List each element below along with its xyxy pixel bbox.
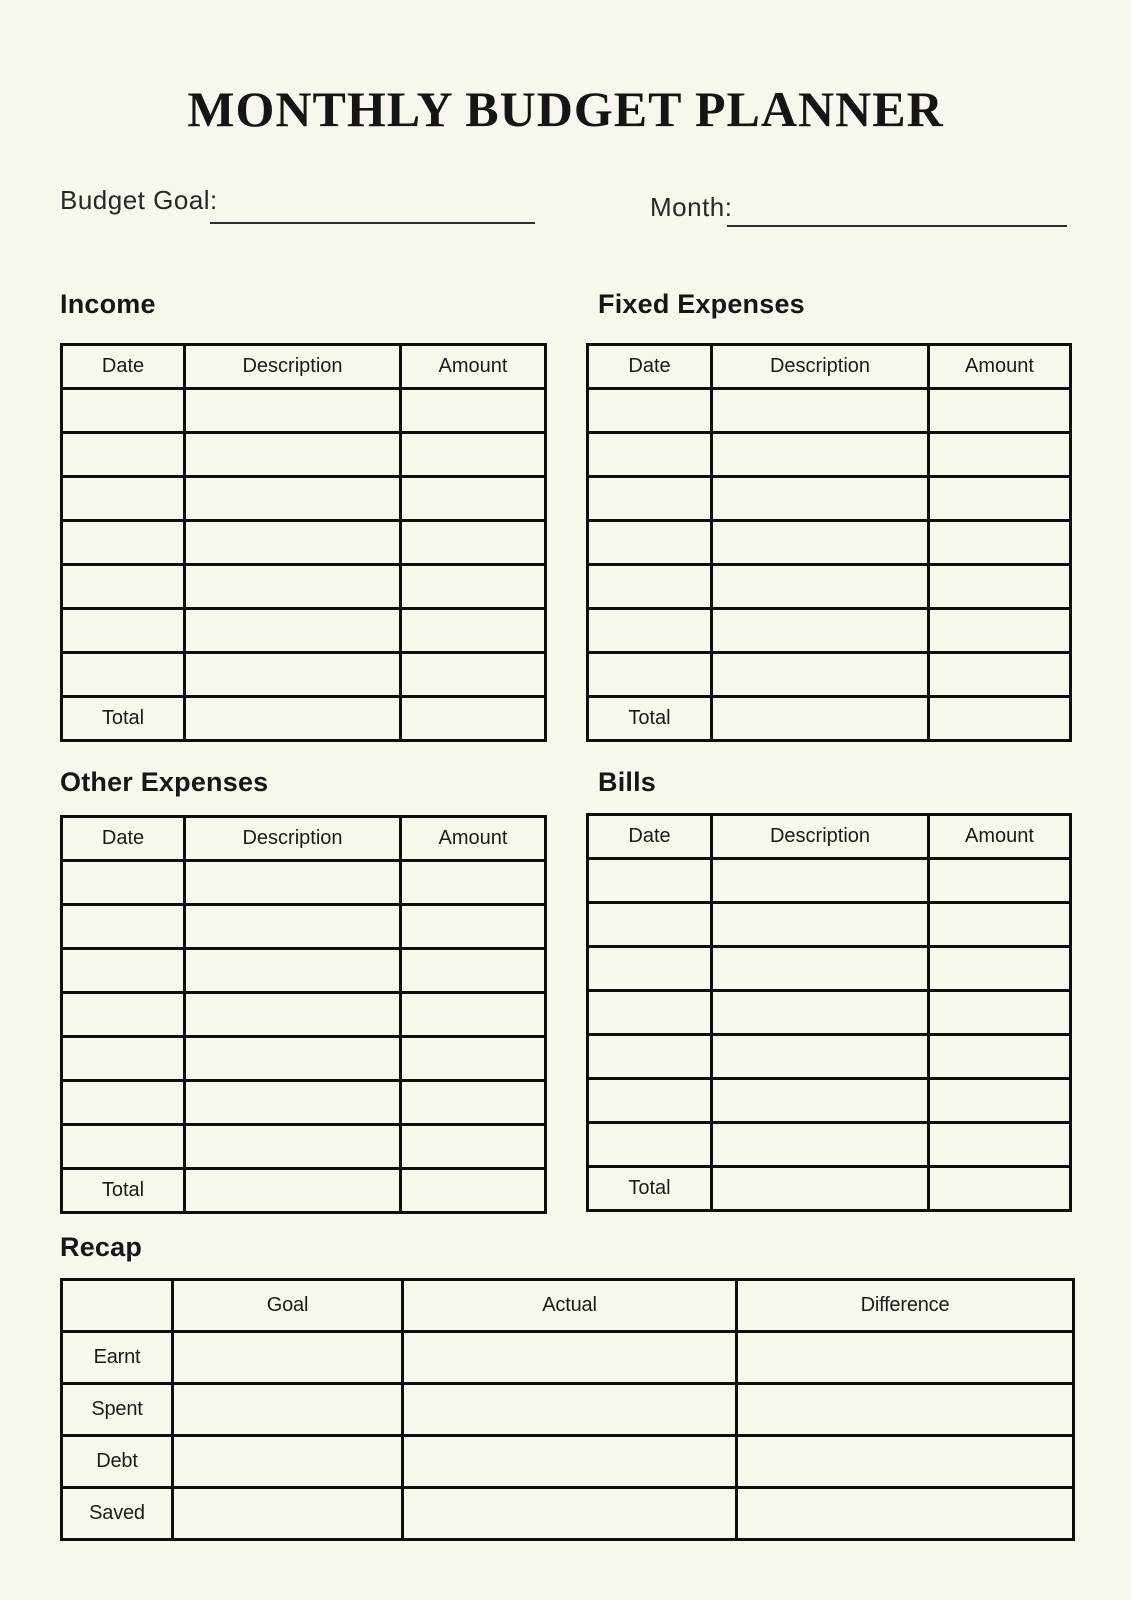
column-header-amount: Amount (929, 815, 1071, 859)
recap-actual-cell (403, 1332, 737, 1384)
total-description-cell (185, 697, 401, 741)
empty-cell (62, 653, 185, 697)
empty-cell (588, 991, 712, 1035)
table-row (588, 389, 1071, 433)
empty-cell (929, 1035, 1071, 1079)
empty-cell (588, 609, 712, 653)
header-row (588, 345, 1071, 389)
table-row (588, 1035, 1071, 1079)
empty-cell (712, 1123, 929, 1167)
month-label: Month: (650, 192, 733, 222)
empty-cell (62, 521, 185, 565)
empty-cell (62, 389, 185, 433)
recap-column-header-actual: Actual (403, 1280, 737, 1332)
table-row (62, 521, 546, 565)
empty-cell (929, 947, 1071, 991)
empty-cell (712, 653, 929, 697)
empty-cell (401, 477, 546, 521)
empty-cell (401, 609, 546, 653)
recap-difference-cell (737, 1488, 1074, 1540)
column-header-description: Description (185, 817, 401, 861)
recap-actual-cell (403, 1384, 737, 1436)
empty-cell (401, 1037, 546, 1081)
empty-cell (929, 565, 1071, 609)
empty-cell (712, 521, 929, 565)
recap-column-header-goal: Goal (173, 1280, 403, 1332)
empty-cell (62, 477, 185, 521)
total-description-cell (185, 1169, 401, 1213)
table-row (62, 389, 546, 433)
section-title-income: Income (60, 289, 156, 319)
recap-goal-cell (173, 1488, 403, 1540)
header-row (588, 815, 1071, 859)
empty-cell (588, 565, 712, 609)
recap-row-label: Spent (62, 1384, 173, 1436)
table-row (62, 565, 546, 609)
empty-cell (712, 1079, 929, 1123)
empty-cell (401, 1125, 546, 1169)
recap-row-label: Saved (62, 1488, 173, 1540)
empty-cell (929, 609, 1071, 653)
empty-cell (185, 653, 401, 697)
section-title-bills: Bills (598, 767, 657, 797)
table-row (62, 861, 546, 905)
total-amount-cell (401, 1169, 546, 1213)
empty-cell (401, 565, 546, 609)
empty-cell (712, 477, 929, 521)
total-label-cell: Total (588, 1167, 712, 1211)
table-row (588, 1123, 1071, 1167)
column-header-date: Date (588, 815, 712, 859)
table-row (62, 433, 546, 477)
month-fill-line (727, 183, 1067, 227)
total-row (588, 697, 1071, 741)
table-row (62, 1037, 546, 1081)
total-description-cell (712, 1167, 929, 1211)
empty-cell (588, 903, 712, 947)
column-header-amount: Amount (401, 817, 546, 861)
total-description-cell (712, 697, 929, 741)
empty-cell (712, 565, 929, 609)
empty-cell (712, 859, 929, 903)
empty-cell (185, 905, 401, 949)
empty-cell (712, 991, 929, 1035)
empty-cell (712, 609, 929, 653)
fixed-expenses-table (586, 343, 1072, 742)
section-title-fixed-expenses: Fixed Expenses (598, 289, 805, 319)
empty-cell (401, 521, 546, 565)
recap-goal-cell (173, 1332, 403, 1384)
table-row (62, 653, 546, 697)
empty-cell (62, 609, 185, 653)
other-expenses-table (60, 815, 547, 1214)
income-table (60, 343, 547, 742)
empty-cell (62, 1081, 185, 1125)
empty-cell (185, 1037, 401, 1081)
table-row (62, 993, 546, 1037)
empty-cell (929, 653, 1071, 697)
empty-cell (929, 521, 1071, 565)
empty-cell (712, 1035, 929, 1079)
table-row (588, 991, 1071, 1035)
empty-cell (588, 653, 712, 697)
empty-cell (185, 389, 401, 433)
total-label-cell: Total (62, 697, 185, 741)
recap-row-debt (62, 1436, 1074, 1488)
recap-table (60, 1278, 1075, 1541)
recap-goal-cell (173, 1384, 403, 1436)
empty-cell (62, 1125, 185, 1169)
empty-cell (588, 1079, 712, 1123)
empty-cell (929, 903, 1071, 947)
table-row (62, 1081, 546, 1125)
total-row (588, 1167, 1071, 1211)
empty-cell (929, 991, 1071, 1035)
empty-cell (185, 609, 401, 653)
table-row (62, 477, 546, 521)
total-label-cell: Total (62, 1169, 185, 1213)
total-row (62, 697, 546, 741)
empty-cell (929, 477, 1071, 521)
empty-cell (929, 859, 1071, 903)
empty-cell (712, 433, 929, 477)
empty-cell (401, 433, 546, 477)
table-row (588, 1079, 1071, 1123)
table-row (588, 653, 1071, 697)
table-row (62, 1125, 546, 1169)
table-row (588, 433, 1071, 477)
empty-cell (185, 477, 401, 521)
empty-cell (588, 477, 712, 521)
recap-column-header-difference: Difference (737, 1280, 1074, 1332)
empty-cell (588, 521, 712, 565)
column-header-description: Description (712, 345, 929, 389)
bills-table (586, 813, 1072, 1212)
empty-cell (185, 521, 401, 565)
empty-cell (401, 389, 546, 433)
recap-row-label: Earnt (62, 1332, 173, 1384)
table-row (588, 477, 1071, 521)
table-row (588, 859, 1071, 903)
total-amount-cell (929, 1167, 1071, 1211)
total-row (62, 1169, 546, 1213)
empty-cell (62, 433, 185, 477)
total-amount-cell (401, 697, 546, 741)
empty-cell (712, 947, 929, 991)
column-header-amount: Amount (401, 345, 546, 389)
empty-cell (929, 389, 1071, 433)
section-title-recap: Recap (60, 1232, 143, 1262)
recap-difference-cell (737, 1332, 1074, 1384)
empty-cell (401, 949, 546, 993)
total-amount-cell (929, 697, 1071, 741)
recap-corner-cell (62, 1280, 173, 1332)
total-label-cell: Total (588, 697, 712, 741)
table-row (588, 565, 1071, 609)
empty-cell (185, 433, 401, 477)
empty-cell (62, 905, 185, 949)
recap-difference-cell (737, 1436, 1074, 1488)
empty-cell (929, 1123, 1071, 1167)
empty-cell (712, 903, 929, 947)
recap-row-earnt (62, 1332, 1074, 1384)
column-header-description: Description (185, 345, 401, 389)
empty-cell (401, 861, 546, 905)
table-row (588, 947, 1071, 991)
empty-cell (588, 947, 712, 991)
section-title-other-expenses: Other Expenses (60, 767, 269, 797)
recap-row-saved (62, 1488, 1074, 1540)
empty-cell (401, 653, 546, 697)
empty-cell (929, 433, 1071, 477)
empty-cell (588, 859, 712, 903)
table-row (62, 609, 546, 653)
column-header-date: Date (62, 345, 185, 389)
empty-cell (401, 993, 546, 1037)
empty-cell (588, 1123, 712, 1167)
empty-cell (712, 389, 929, 433)
table-row (62, 905, 546, 949)
column-header-date: Date (62, 817, 185, 861)
empty-cell (185, 949, 401, 993)
empty-cell (62, 993, 185, 1037)
empty-cell (929, 1079, 1071, 1123)
empty-cell (588, 389, 712, 433)
empty-cell (185, 993, 401, 1037)
table-row (588, 903, 1071, 947)
empty-cell (185, 1081, 401, 1125)
column-header-amount: Amount (929, 345, 1071, 389)
page-title: MONTHLY BUDGET PLANNER (187, 81, 944, 137)
header-row (62, 345, 546, 389)
empty-cell (185, 565, 401, 609)
empty-cell (62, 1037, 185, 1081)
recap-difference-cell (737, 1384, 1074, 1436)
table-row (588, 609, 1071, 653)
recap-goal-cell (173, 1436, 403, 1488)
header-fields-row (60, 183, 1072, 229)
table-row (62, 949, 546, 993)
recap-actual-cell (403, 1436, 737, 1488)
empty-cell (401, 905, 546, 949)
empty-cell (588, 433, 712, 477)
header-row (62, 817, 546, 861)
budget-goal-label: Budget Goal: (60, 185, 218, 215)
header-row (62, 1280, 1074, 1332)
empty-cell (62, 949, 185, 993)
empty-cell (185, 861, 401, 905)
empty-cell (185, 1125, 401, 1169)
column-header-date: Date (588, 345, 712, 389)
column-header-description: Description (712, 815, 929, 859)
empty-cell (62, 565, 185, 609)
empty-cell (588, 1035, 712, 1079)
empty-cell (401, 1081, 546, 1125)
recap-actual-cell (403, 1488, 737, 1540)
recap-row-spent (62, 1384, 1074, 1436)
table-row (588, 521, 1071, 565)
empty-cell (62, 861, 185, 905)
budget-goal-fill-line (210, 183, 535, 224)
recap-row-label: Debt (62, 1436, 173, 1488)
